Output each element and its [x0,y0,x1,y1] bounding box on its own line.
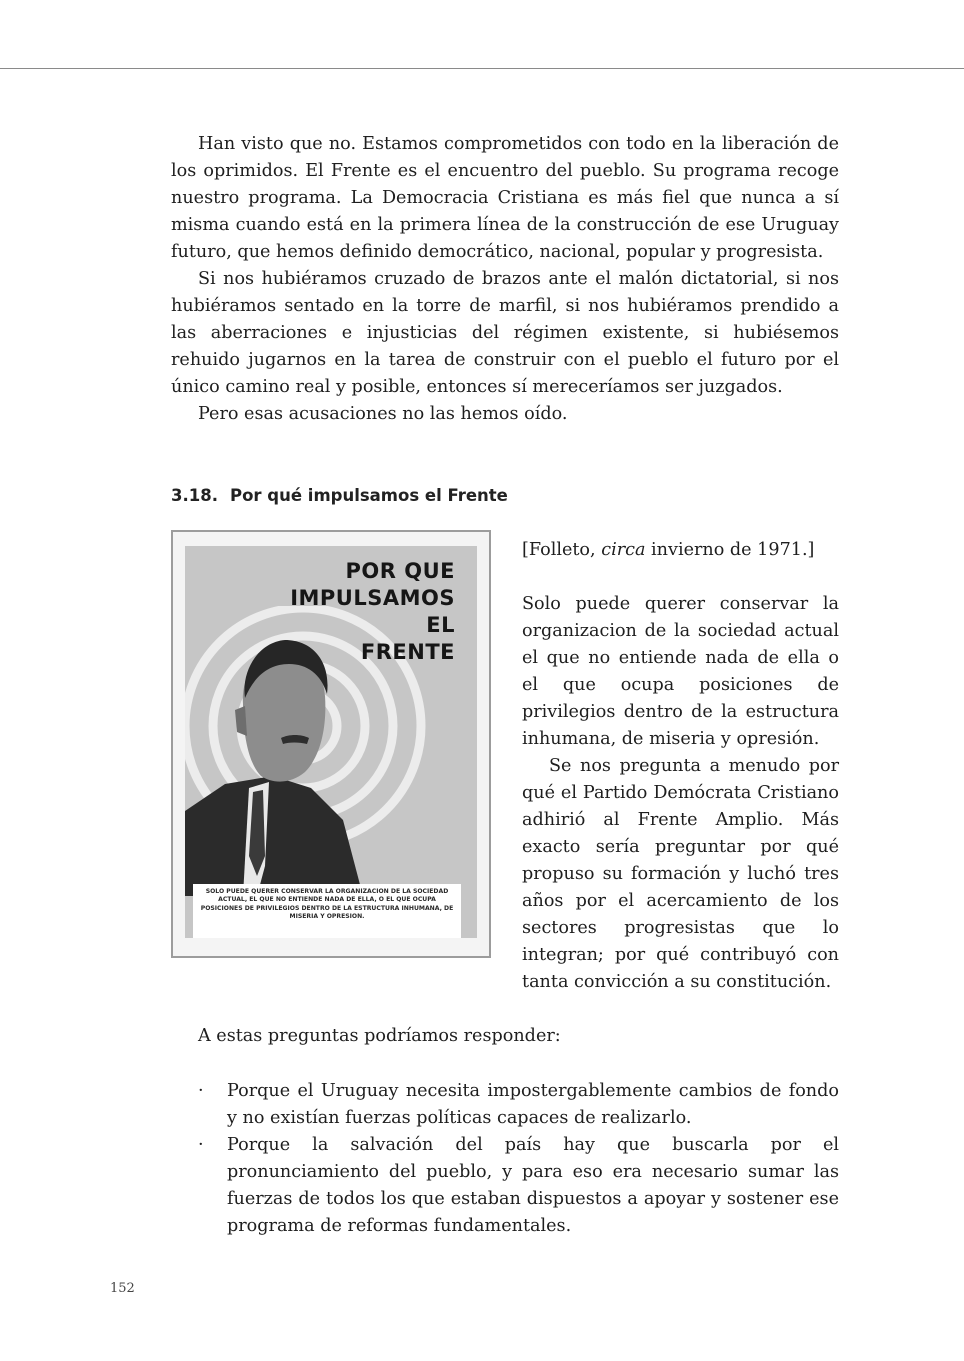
side-paragraph-1: Solo puede querer conservar la organizacion de la sociedad actual el que no entiende nada de ella o el que ocupa posiciones de privilegios dentro de la estructura inhumana, de miseria y opresión. [522,594,839,749]
source-note [522,537,839,564]
lead-in-text: A estas preguntas podríamos responder: [198,1026,561,1046]
header-rule [0,68,964,69]
section-title: Por qué impulsamos el Frente [229,486,508,505]
intro-paragraph-3: Pero esas acusaciones no las hemos oído. [198,404,568,424]
spacer [522,564,839,591]
pamphlet-caption: SOLO PUEDE QUERER CONSERVAR LA ORGANIZACION DE LA SOCIEDAD ACTUAL, EL QUE NO ENTIENDE NADA DE ELLA, O EL QUE OCUPA POSICIONES DE PRIVILEGIOS DENTRO DE LA ESTRUCTURA INHUMANA, DE MISERIA Y OPRESION. [193,884,461,938]
pamphlet-title-line-1: POR QUE [345,559,455,583]
list-item-text: Porque el Uruguay necesita impostergablemente cambios de fondo y no existían fuerzas políticas capaces de realizarlo. [227,1081,839,1128]
side-column [522,537,839,996]
pamphlet-cover [185,546,477,938]
section-heading [171,484,508,508]
source-text-end: invierno de 1971.] [645,540,815,560]
source-text: [Folleto, [522,540,602,560]
pamphlet-title-line-4: FRENTE [360,640,455,664]
source-italic: circa [601,540,646,560]
side-paragraph-2: Se nos pregunta a menudo por qué el Partido Demócrata Cristiano adhirió al Frente Amplio. Más exacto sería preguntar por qué propuso su formación y luchó tres años por el acercamiento de los sectores progresistas que lo integran; por qué contribuyó con tanta convicción a su constitución. [522,756,839,992]
section-number: 3.18. [171,486,218,505]
list-item [198,1078,839,1132]
intro-text [171,131,839,428]
bullet-marker: · [198,1135,204,1155]
intro-paragraph-1: Han visto que no. Estamos comprometidos con todo en la liberación de los oprimidos. El Frente es el encuentro del pueblo. Su programa recoge nuestro programa. La Democracia Cristiana es más fiel que nunca a sí misma cuando está en la primera línea de la construcción de ese Uruguay futuro, que hemos definido democrático, nacional, popular y progresista. [171,134,839,262]
bullet-list [198,1078,839,1240]
list-item-text: Porque la salvación del país hay que buscarla por el pronunciamiento del pueblo, y para eso era necesario sumar las fuerzas de todos los que estaban dispuestos a apoyar y sostener ese programa de reformas fundamentales. [227,1135,839,1236]
pamphlet-title-line-3: EL [426,613,455,637]
intro-paragraph-2: Si nos hubiéramos cruzado de brazos ante el malón dictatorial, si nos hubiéramos sentado en la torre de marfil, si nos hubiéramos prendido a las aberraciones e injusticias del régimen existente, si hubiésemos rehuido jugarnos en la tarea de construir con el pueblo el futuro por el único camino real y posible, entonces sí mereceríamos ser juzgados. [171,269,839,397]
pamphlet-title [215,558,455,666]
bullet-marker: · [198,1081,204,1101]
list-item [198,1132,839,1240]
pamphlet-image [171,530,491,958]
lead-in [198,1023,839,1050]
page-number: 152 [110,1281,135,1296]
pamphlet-title-line-2: IMPULSAMOS [290,586,455,610]
